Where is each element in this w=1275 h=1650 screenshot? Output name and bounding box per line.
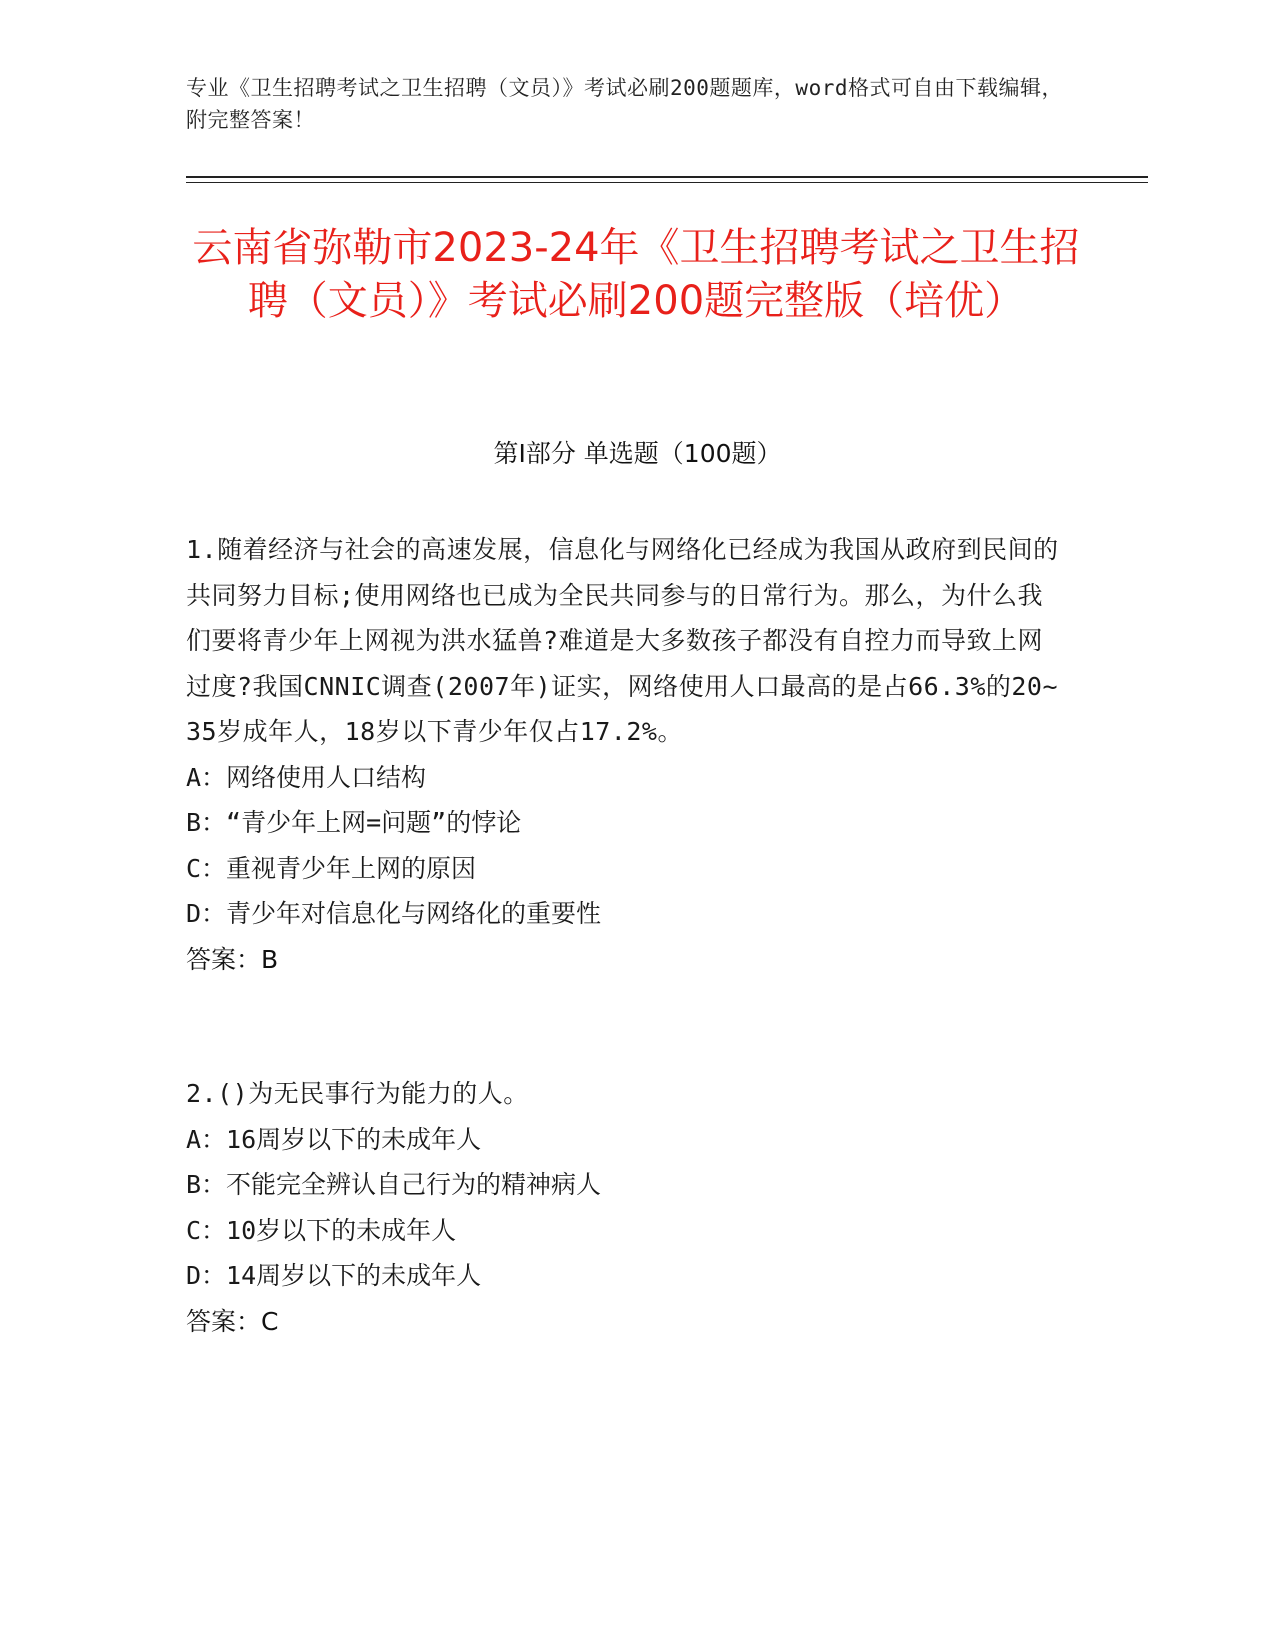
header-divider-thin (186, 182, 1148, 183)
option-a: A：网络使用人口结构 (186, 762, 427, 792)
option-d: D：14周岁以下的未成年人 (186, 1261, 482, 1290)
question-stem: 1.随着经济与社会的高速发展，信息化与网络化已经成为我国从政府到民间的共同努力目标;使用网络也已成为全民共同参与的日常行为。那么，为什么我们要将青少年上网视为洪水猛兽?难道是大多数孩子都没有自控力而导致上网过度?我国CNNIC调查(2007年)证实，网络使用人口最高的是占66.3%的20~35岁成年人，18岁以下青少年仅占17.2%。 (186, 535, 1059, 746)
option-c: C：重视青少年上网的原因 (186, 853, 477, 883)
option-b: B：“青少年上网=问题”的悖论 (186, 808, 522, 837)
answer-line: 答案：B (186, 944, 279, 974)
answer-line: 答案：C (186, 1306, 279, 1336)
question-stem: 2.()为无民事行为能力的人。 (186, 1079, 529, 1108)
document-title: 云南省弥勒市2023-24年《卫生招聘考试之卫生招聘（文员）》考试必刷200题完整版（培优） (192, 225, 1080, 324)
option-b: B：不能完全辨认自己行为的精神病人 (186, 1170, 602, 1199)
header-note: 专业《卫生招聘考试之卫生招聘（文员）》考试必刷200题题库，word格式可自由下载编辑，附完整答案！ (186, 76, 1063, 132)
option-c: C：10岁以下的未成年人 (186, 1215, 457, 1245)
question-block (186, 527, 1066, 982)
section-title: 第I部分 单选题（100题） (493, 439, 782, 468)
option-a: A：16周岁以下的未成年人 (186, 1124, 482, 1154)
question-block (186, 1071, 1066, 1344)
option-d: D：青少年对信息化与网络化的重要性 (186, 899, 602, 928)
header-divider-thick (186, 176, 1148, 178)
